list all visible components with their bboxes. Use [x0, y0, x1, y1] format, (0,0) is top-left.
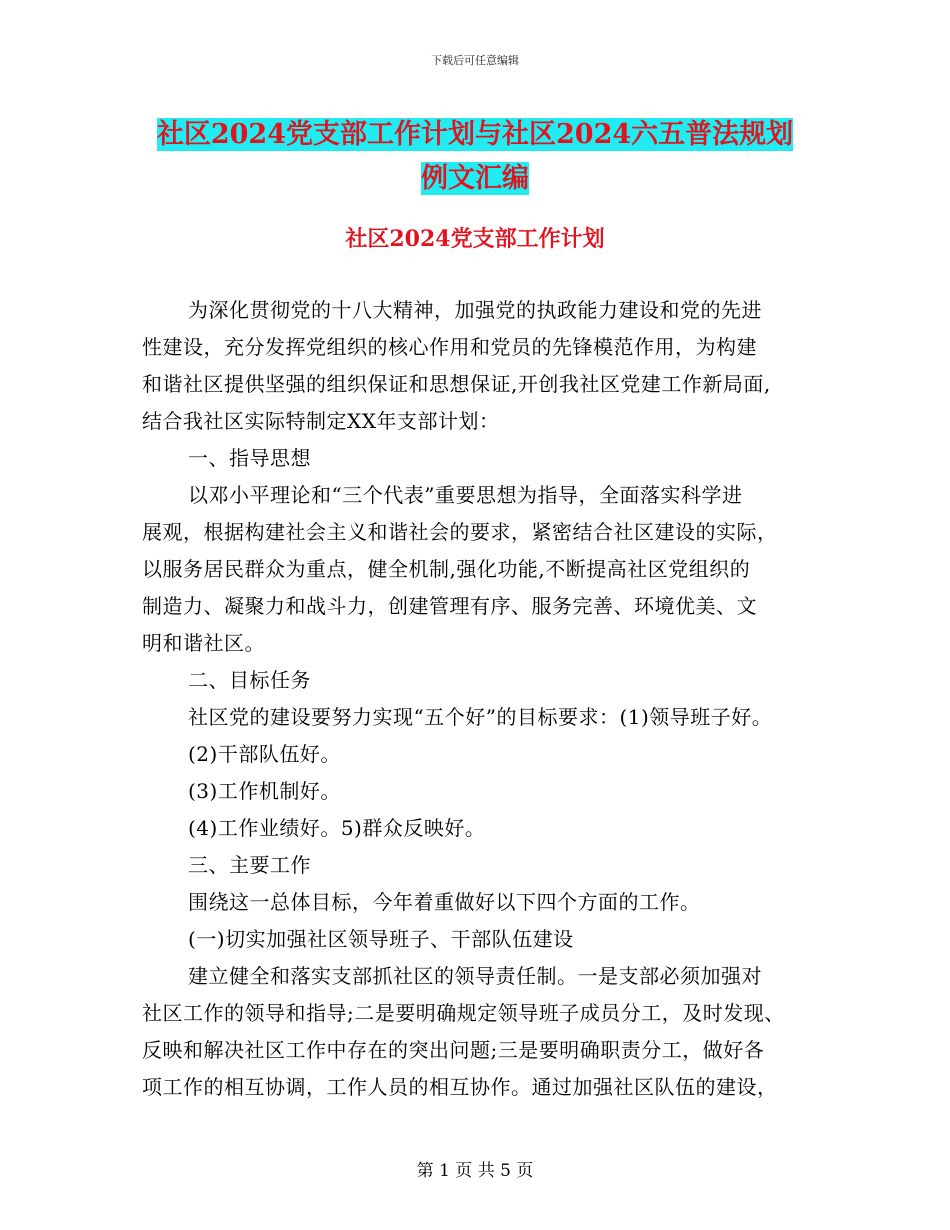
text-line: 一、指导思想 — [188, 446, 311, 470]
text-line: 社区党的建设要努力实现“五个好”的目标要求：(1)领导班子好。 — [188, 705, 773, 729]
document-title-line-2 — [0, 156, 950, 195]
text-line: 以服务居民群众为重点，健全机制,强化功能,不断提高社区党组织的 — [142, 557, 751, 581]
page-header-note: 下载后可任意编辑 — [431, 54, 519, 67]
text-line: 二、目标任务 — [188, 668, 311, 692]
text-line: (4)工作业绩好。5)群众反映好。 — [188, 816, 486, 840]
text-line: 性建设，充分发挥党组织的核心作用和党员的先锋模范作用，为构建 — [142, 335, 757, 359]
text-line: 以邓小平理论和“三个代表”重要思想为指导，全面落实科学进 — [188, 483, 743, 507]
text-line: 明和谐社区。 — [142, 631, 265, 655]
text-line: 反映和解决社区工作中存在的突出问题;三是要明确职责分工，做好各 — [142, 1038, 765, 1062]
title-highlight-1: 社区2024党支部工作计划与社区2024六五普法规划 — [156, 119, 794, 150]
text-line: (2)干部队伍好。 — [188, 742, 341, 766]
text-line: 三、主要工作 — [188, 853, 311, 877]
text-line: 社区工作的领导和指导;二是要明确规定领导班子成员分工，及时发现、 — [142, 1001, 785, 1025]
text-line: 建立健全和落实支部抓社区的领导责任制。一是支部必须加强对 — [188, 964, 762, 988]
title-highlight-2: 例文汇编 — [421, 163, 529, 194]
text-line: 和谐社区提供坚强的组织保证和思想保证,开创我社区党建工作新局面, — [142, 372, 771, 396]
text-line: (3)工作机制好。 — [188, 779, 341, 803]
section-title: 社区2024党支部工作计划 — [345, 226, 605, 252]
text-line: 展观，根据构建社会主义和谐社会的要求，紧密结合社区建设的实际， — [142, 520, 778, 544]
page-footer: 第 1 页 共 5 页 — [416, 1161, 534, 1181]
text-line: 结合我社区实际特制定XX年支部计划： — [142, 409, 500, 433]
text-line: 项工作的相互协调，工作人员的相互协作。通过加强社区队伍的建设， — [142, 1075, 778, 1099]
text-line: 围绕这一总体目标，今年着重做好以下四个方面的工作。 — [188, 890, 701, 914]
text-line: 制造力、凝聚力和战斗力，创建管理有序、服务完善、环境优美、文 — [142, 594, 757, 618]
document-title-line-1 — [0, 112, 950, 151]
text-line: (一)切实加强社区领导班子、干部队伍建设 — [188, 927, 574, 951]
text-line: 为深化贯彻党的十八大精神，加强党的执政能力建设和党的先进 — [188, 298, 762, 322]
